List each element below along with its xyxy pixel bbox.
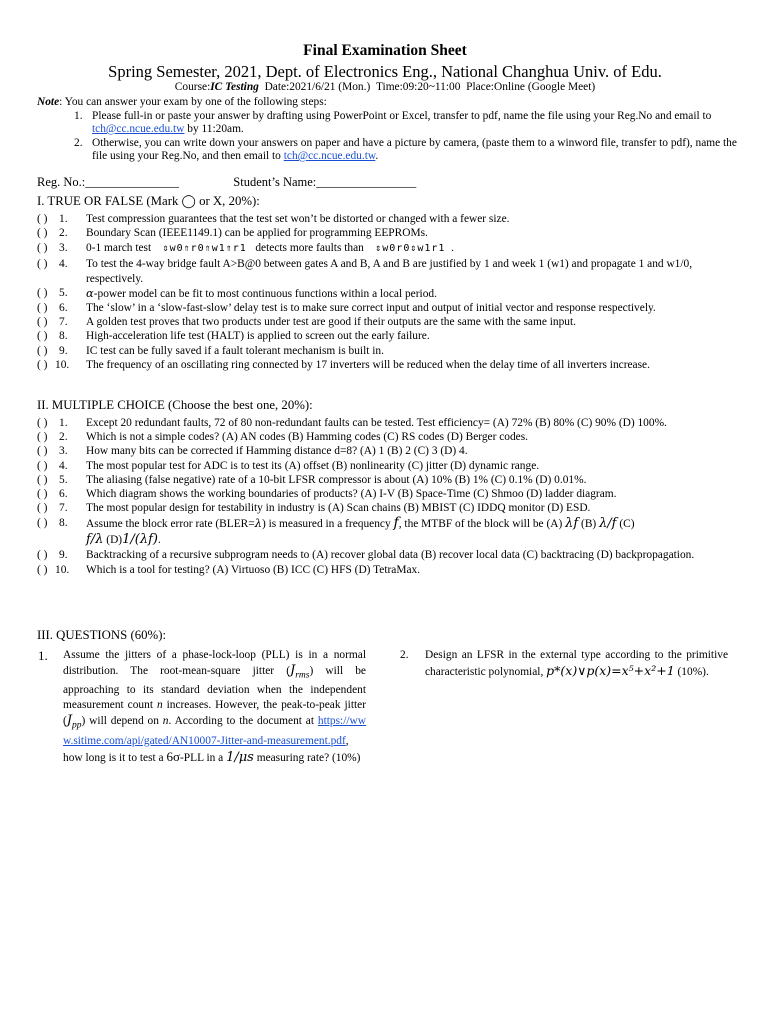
mc-item: ( ) 9. Backtracking of a recursive subprogram needs to (A) recover global data (B) recover local data (C) backtracing (D) backpropagation. — [37, 549, 695, 562]
question-1: 1. Assume the jitters of a phase-lock-loop (PLL) is in a normal distribution. The root-mean-square jitter $(J_{rms})$ will be approaching to its standard deviation when the independent measurement count n increases. However, the peak-to-peak jitter $(J_{pp})$ will depend on n. According to the document at https://www.sitime.com/api/gated/AN10007-Jitter-and-measurement.pdf, how long is it to test a 6σ-PLL in a 1/μs measuring rate? (10%) — [38, 648, 367, 765]
place-value: Online (Google Meet) — [493, 81, 596, 93]
course-name: IC Testing — [210, 81, 259, 93]
multiple-choice-list — [37, 416, 737, 577]
email-link[interactable]: tch@cc.ncue.edu.tw — [92, 123, 185, 135]
mc-item: ( ) 8. Assume the block error rate (BLER=λ) is measured in a frequency f, the MTBF of the block will be (A) λf (B) λ/f (C) f/λ (D)1/(λf). — [37, 515, 635, 548]
tf-item: ( ) 8. High-acceleration life test (HALT) is applied to screen out the early failure. — [37, 330, 430, 343]
tf-item: ( ) 1. Test compression guarantees that the test set won’t be distorted or changed with a fewer size. — [37, 213, 510, 225]
note-text: : You can answer your exam by one of the following steps: — [59, 96, 327, 108]
section-3-heading: III. QUESTIONS (60%): — [37, 628, 167, 642]
note-step-2: 2. Otherwise, you can write down your answers on paper and have a picture by camera, (paste them to a winword file, transfer to pdf), name the file using your Reg.No, and then email to tch@cc.ncue.edu.tw. — [74, 136, 737, 162]
time-value: 09:20~11:00 — [402, 81, 461, 93]
tf-item: ( ) 10. The frequency of an oscillating ring connected by 17 inverters will be reduced when the delay time of all inverters increase. — [37, 358, 650, 371]
time-label: Time — [375, 81, 400, 93]
email-link[interactable]: tch@cc.ncue.edu.tw — [283, 150, 376, 162]
section-2-heading: II. MULTIPLE CHOICE (Choose the best one, 20%): — [37, 398, 313, 412]
date-value: 2021/6/21 (Mon.) — [289, 81, 371, 93]
tf-item: ( ) 5. α-power model can be fit to most continuous functions within a local period. — [37, 285, 437, 300]
reg-blank[interactable]: _______________ — [85, 175, 180, 189]
tf-item: ( ) 9. IC test can be fully saved if a fault tolerant mechanism is built in. — [37, 344, 384, 357]
true-false-list — [37, 212, 737, 372]
march-test-1: ⇕w0⇑r0⇑w1⇑r1 — [162, 243, 247, 255]
march-test-2: ⇕w0r0⇕w1r1 — [375, 243, 446, 255]
course-info-line: Course:IC Testing Date:2021/6/21 (Mon.) Time:09:20~11:00 Place:Online (Google Meet) — [174, 81, 596, 93]
mc-item: ( ) 1. Except 20 redundant faults, 72 of 80 non-redundant faults can be tested. Test efficiency= (A) 72% (B) 80% (C) 90% (D) 100%. — [37, 417, 667, 429]
mc-item: ( ) 2. Which is not a simple codes? (A) AN codes (B) Hamming codes (C) RS codes (D) Berger codes. — [37, 431, 529, 444]
place-label: Place — [466, 81, 491, 93]
mc-item: ( ) 10. Which is a tool for testing? (A) Virtuoso (B) ICC (C) HFS (D) TetraMax. — [37, 563, 421, 576]
sitime-document-link[interactable]: https://www.sitime.com/api/gated/AN10007-Jitter-and-measurement.pdf — [63, 715, 367, 747]
mc-item: ( ) 3. How many bits can be corrected if Hamming distance d=8? (A) 1 (B) 2 (C) 3 (D) 4. — [37, 445, 468, 458]
name-label: Student’s Name — [233, 175, 313, 189]
mc-item: ( ) 5. The aliasing (false negative) rate of a 10-bit LFSR compressor is about (A) 10% (B) 1% (C) 0.1% (D) 0.01%. — [37, 473, 587, 486]
mc-item: ( ) 4. The most popular test for ADC is to test its (A) offset (B) nonlinearity (C) jitter (D) dynamic range. — [37, 459, 540, 472]
registration-line: Reg. No.:_______________ Student’s Name:________________ — [37, 175, 417, 189]
tf-item: ( ) 7. A golden test proves that two products under test are good if their outputs are the same with the same input. — [37, 316, 577, 329]
note-step-1: 1. Please full-in or paste your answer by drafting using PowerPoint or Excel, transfer to pdf, name the file using your Reg.No and email to tch@cc.ncue.edu.tw by 11:20am. — [74, 109, 712, 135]
question-2: 2. Design an LFSR in the external type according to the primitive characteristic polynomial, p*(x)∨p(x)=x⁵+x²+1 (10%). — [400, 649, 728, 678]
note-block — [37, 96, 737, 164]
tf-item: ( ) 4. To test the 4-way bridge fault A>B@0 between gates A and B, A and B are justified by 1 and week 1 (w1) and propagate 1 and w1/0, respectively. — [37, 258, 693, 285]
tf-item: ( ) 6. The ‘slow’ in a ‘slow-fast-slow’ delay test is to make sure correct input and output of initial vector and response respectively. — [37, 302, 656, 315]
tf-item: ( ) 2. Boundary Scan (IEEE1149.1) can be applied for programming EEPROMs. — [37, 227, 428, 240]
mc-item: ( ) 7. The most popular design for testability in industry is (A) Scan chains (B) MBIST (C) IDDQ monitor (D) ESD. — [37, 502, 591, 515]
tf-item: ( ) 3. 0-1 march test ⇕w0⇑r0⇑w1⇑r1 detects more faults than ⇕w0r0⇕w1r1 . — [37, 242, 455, 255]
page-subtitle: Spring Semester, 2021, Dept. of Electronics Eng., National Changhua Univ. of Edu. — [108, 62, 662, 81]
mc-item: ( ) 6. Which diagram shows the working boundaries of products? (A) I-V (B) Space-Time (C) Shmoo (D) ladder diagram. — [37, 488, 617, 501]
course-label: Course — [174, 81, 208, 93]
page-title: Final Examination Sheet — [303, 42, 467, 59]
reg-label: Reg. No. — [37, 175, 82, 189]
name-blank[interactable]: ________________ — [316, 175, 417, 189]
note-label: Note — [37, 96, 60, 108]
date-label: Date — [264, 81, 287, 93]
section-1-heading: I. TRUE OR FALSE (Mark ◯ or X, 20%): — [37, 194, 260, 208]
